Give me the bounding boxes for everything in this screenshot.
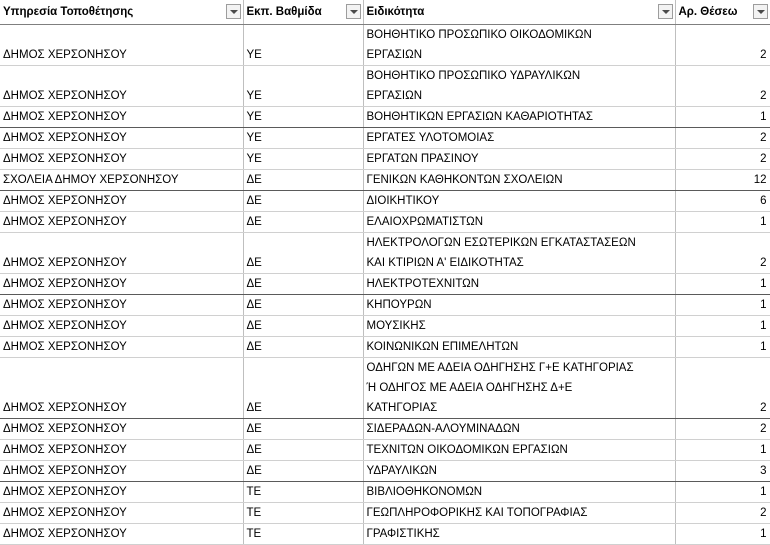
table-row — [0, 128, 770, 149]
table-row — [0, 149, 770, 170]
cell-positions[interactable]: 6 — [675, 191, 770, 212]
cell-service[interactable]: ΔΗΜΟΣ ΧΕΡΣΟΝΗΣΟΥ — [0, 191, 243, 212]
table-row — [0, 316, 770, 337]
cell-level[interactable]: ΥΕ — [243, 149, 363, 170]
cell-service[interactable]: ΔΗΜΟΣ ΧΕΡΣΟΝΗΣΟΥ — [0, 524, 243, 545]
cell-positions[interactable]: 2 — [675, 233, 770, 274]
cell-specialty[interactable] — [363, 419, 675, 440]
cell-positions[interactable]: 2 — [675, 419, 770, 440]
cell-service[interactable]: ΔΗΜΟΣ ΧΕΡΣΟΝΗΣΟΥ — [0, 212, 243, 233]
cell-positions[interactable]: 12 — [675, 170, 770, 191]
cell-level[interactable]: ΔΕ — [243, 358, 363, 419]
cell-specialty[interactable] — [363, 233, 675, 274]
cell-level[interactable]: ΔΕ — [243, 316, 363, 337]
cell-specialty[interactable] — [363, 149, 675, 170]
filter-dropdown-icon[interactable] — [346, 4, 361, 19]
header-service-label: Υπηρεσία Τοποθέτησης — [3, 5, 134, 18]
header-level-label: Εκπ. Βαθμίδα — [246, 5, 322, 18]
cell-level[interactable]: ΥΕ — [243, 128, 363, 149]
table-row — [0, 482, 770, 503]
cell-specialty[interactable] — [363, 107, 675, 128]
specialty-line: ΓΕΝΙΚΩΝ ΚΑΘΗΚΟΝΤΩΝ ΣΧΟΛΕΙΩΝ — [366, 174, 563, 186]
cell-level[interactable]: ΔΕ — [243, 212, 363, 233]
cell-specialty[interactable] — [363, 212, 675, 233]
table-row — [0, 107, 770, 128]
cell-specialty[interactable] — [363, 503, 675, 524]
specialty-line: ΚΑΤΗΓΟΡΙΑΣ — [366, 402, 438, 414]
cell-service[interactable]: ΔΗΜΟΣ ΧΕΡΣΟΝΗΣΟΥ — [0, 295, 243, 316]
cell-specialty[interactable] — [363, 274, 675, 295]
cell-level[interactable]: ΤΕ — [243, 503, 363, 524]
cell-level[interactable]: ΔΕ — [243, 337, 363, 358]
cell-service[interactable]: ΔΗΜΟΣ ΧΕΡΣΟΝΗΣΟΥ — [0, 316, 243, 337]
specialty-line: ΒΟΗΘΗΤΙΚΟ ΠΡΟΣΩΠΙΚΟ ΟΙΚΟΔΟΜΙΚΩΝ — [366, 29, 592, 41]
specialty-line: ΚΗΠΟΥΡΩΝ — [366, 299, 432, 311]
table-row — [0, 440, 770, 461]
specialty-line: ΕΡΓΑΣΙΩΝ — [366, 49, 422, 61]
header-positions[interactable] — [675, 0, 770, 25]
cell-specialty[interactable] — [363, 316, 675, 337]
cell-level[interactable]: ΔΕ — [243, 461, 363, 482]
cell-positions[interactable]: 1 — [675, 212, 770, 233]
specialty-line: ΟΔΗΓΩΝ ΜΕ ΑΔΕΙΑ ΟΔΗΓΗΣΗΣ Γ+Ε ΚΑΤΗΓΟΡΙΑΣ — [366, 362, 634, 374]
cell-service[interactable]: ΔΗΜΟΣ ΧΕΡΣΟΝΗΣΟΥ — [0, 358, 243, 419]
header-row — [0, 0, 770, 25]
specialty-line: ΗΛΕΚΤΡΟΛΟΓΩΝ ΕΣΩΤΕΡΙΚΩΝ ΕΓΚΑΤΑΣΤΑΣΕΩΝ — [366, 237, 636, 249]
table-row — [0, 233, 770, 274]
specialty-line: ΣΙΔΕΡΑΔΩΝ-ΑΛΟΥΜΙΝΑΔΩΝ — [366, 423, 520, 435]
cell-level[interactable]: ΔΕ — [243, 440, 363, 461]
cell-service[interactable]: ΔΗΜΟΣ ΧΕΡΣΟΝΗΣΟΥ — [0, 482, 243, 503]
cell-service[interactable]: ΔΗΜΟΣ ΧΕΡΣΟΝΗΣΟΥ — [0, 337, 243, 358]
specialty-line: ΚΟΙΝΩΝΙΚΩΝ ΕΠΙΜΕΛΗΤΩΝ — [366, 341, 519, 353]
cell-specialty[interactable] — [363, 524, 675, 545]
specialty-line: ΕΡΓΑΤΩΝ ΠΡΑΣΙΝΟΥ — [366, 153, 479, 165]
cell-level[interactable]: ΔΕ — [243, 295, 363, 316]
cell-positions[interactable]: 1 — [675, 440, 770, 461]
table-row — [0, 461, 770, 482]
cell-level[interactable]: ΔΕ — [243, 170, 363, 191]
cell-positions[interactable]: 1 — [675, 337, 770, 358]
table-row — [0, 503, 770, 524]
table-row — [0, 25, 770, 66]
specialty-line: ΓΕΩΠΛΗΡΟΦΟΡΙΚΗΣ ΚΑΙ ΤΟΠΟΓΡΑΦΙΑΣ — [366, 507, 588, 519]
cell-specialty[interactable] — [363, 482, 675, 503]
cell-level[interactable]: ΥΕ — [243, 107, 363, 128]
cell-service[interactable]: ΔΗΜΟΣ ΧΕΡΣΟΝΗΣΟΥ — [0, 149, 243, 170]
cell-level[interactable]: ΔΕ — [243, 233, 363, 274]
specialty-line: ΤΕΧΝΙΤΩΝ ΟΙΚΟΔΟΜΙΚΩΝ ΕΡΓΑΣΙΩΝ — [366, 444, 568, 456]
cell-level[interactable]: ΥΕ — [243, 25, 363, 66]
cell-specialty[interactable] — [363, 66, 675, 107]
cell-specialty[interactable] — [363, 295, 675, 316]
cell-positions[interactable]: 2 — [675, 149, 770, 170]
cell-specialty[interactable] — [363, 25, 675, 66]
specialty-line: ΓΡΑΦΙΣΤΙΚΗΣ — [366, 528, 440, 540]
cell-service[interactable]: ΔΗΜΟΣ ΧΕΡΣΟΝΗΣΟΥ — [0, 107, 243, 128]
cell-positions[interactable]: 1 — [675, 482, 770, 503]
cell-positions[interactable]: 1 — [675, 107, 770, 128]
cell-service[interactable]: ΣΧΟΛΕΙΑ ΔΗΜΟΥ ΧΕΡΣΟΝΗΣΟΥ — [0, 170, 243, 191]
cell-specialty[interactable] — [363, 337, 675, 358]
cell-positions[interactable]: 1 — [675, 316, 770, 337]
header-positions-label: Αρ. Θέσεω — [678, 5, 738, 18]
table-row — [0, 66, 770, 107]
header-specialty-label: Ειδικότητα — [366, 5, 425, 18]
table-row — [0, 212, 770, 233]
header-service[interactable] — [0, 0, 243, 25]
cell-level[interactable]: ΤΕ — [243, 524, 363, 545]
header-specialty[interactable] — [363, 0, 675, 25]
table-row — [0, 295, 770, 316]
filter-dropdown-icon[interactable] — [658, 4, 673, 19]
cell-level[interactable]: ΔΕ — [243, 419, 363, 440]
cell-positions[interactable]: 2 — [675, 358, 770, 419]
cell-positions[interactable]: 3 — [675, 461, 770, 482]
cell-positions[interactable]: 2 — [675, 66, 770, 107]
cell-level[interactable]: ΥΕ — [243, 66, 363, 107]
cell-positions[interactable]: 1 — [675, 524, 770, 545]
cell-service[interactable]: ΔΗΜΟΣ ΧΕΡΣΟΝΗΣΟΥ — [0, 419, 243, 440]
cell-specialty[interactable] — [363, 191, 675, 212]
specialty-line: ΔΙΟΙΚΗΤΙΚΟΥ — [366, 195, 440, 207]
table-row — [0, 419, 770, 440]
table-row — [0, 191, 770, 212]
cell-service[interactable]: ΔΗΜΟΣ ΧΕΡΣΟΝΗΣΟΥ — [0, 274, 243, 295]
table-row — [0, 170, 770, 191]
cell-positions[interactable]: 1 — [675, 274, 770, 295]
specialty-line: ΒΟΗΘΗΤΙΚΩΝ ΕΡΓΑΣΙΩΝ ΚΑΘΑΡΙΟΤΗΤΑΣ — [366, 111, 593, 123]
specialty-line: ΥΔΡΑΥΛΙΚΩΝ — [366, 465, 437, 477]
cell-service[interactable]: ΔΗΜΟΣ ΧΕΡΣΟΝΗΣΟΥ — [0, 440, 243, 461]
table-row — [0, 274, 770, 295]
cell-level[interactable]: ΤΕ — [243, 482, 363, 503]
cell-positions[interactable]: 1 — [675, 295, 770, 316]
cell-positions[interactable]: 2 — [675, 128, 770, 149]
cell-specialty[interactable] — [363, 440, 675, 461]
specialty-line: ΕΡΓΑΤΕΣ ΥΛΟΤΟΜΟΙΑΣ — [366, 132, 495, 144]
cell-service[interactable]: ΔΗΜΟΣ ΧΕΡΣΟΝΗΣΟΥ — [0, 25, 243, 66]
specialty-line: ΚΑΙ ΚΤΙΡΙΩΝ Α' ΕΙΔΙΚΟΤΗΤΑΣ — [366, 257, 524, 269]
filter-dropdown-icon[interactable] — [226, 4, 241, 19]
cell-service[interactable]: ΔΗΜΟΣ ΧΕΡΣΟΝΗΣΟΥ — [0, 461, 243, 482]
specialty-line: ΗΛΕΚΤΡΟΤΕΧΝΙΤΩΝ — [366, 278, 480, 290]
table-row — [0, 358, 770, 419]
table-row — [0, 524, 770, 545]
cell-specialty[interactable] — [363, 170, 675, 191]
specialty-line: ΕΡΓΑΣΙΩΝ — [366, 90, 422, 102]
cell-service[interactable]: ΔΗΜΟΣ ΧΕΡΣΟΝΗΣΟΥ — [0, 128, 243, 149]
cell-specialty[interactable] — [363, 128, 675, 149]
filter-dropdown-icon[interactable] — [753, 4, 768, 19]
cell-positions[interactable]: 2 — [675, 25, 770, 66]
cell-level[interactable]: ΔΕ — [243, 191, 363, 212]
cell-service[interactable]: ΔΗΜΟΣ ΧΕΡΣΟΝΗΣΟΥ — [0, 503, 243, 524]
specialty-line: ΒΙΒΛΙΟΘΗΚΟΝΟΜΩΝ — [366, 486, 483, 498]
table-row — [0, 337, 770, 358]
header-level[interactable] — [243, 0, 363, 25]
cell-level[interactable]: ΔΕ — [243, 274, 363, 295]
cell-service[interactable]: ΔΗΜΟΣ ΧΕΡΣΟΝΗΣΟΥ — [0, 66, 243, 107]
specialty-line: ΜΟΥΣΙΚΗΣ — [366, 320, 426, 332]
specialty-line: ΕΛΑΙΟΧΡΩΜΑΤΙΣΤΩΝ — [366, 216, 484, 228]
cell-service[interactable]: ΔΗΜΟΣ ΧΕΡΣΟΝΗΣΟΥ — [0, 233, 243, 274]
specialty-line: Ή ΟΔΗΓΟΣ ΜΕ ΑΔΕΙΑ ΟΔΗΓΗΣΗΣ Δ+Ε — [366, 382, 573, 394]
specialty-line: ΒΟΗΘΗΤΙΚΟ ΠΡΟΣΩΠΙΚΟ ΥΔΡΑΥΛΙΚΩΝ — [366, 70, 581, 82]
cell-positions[interactable]: 2 — [675, 503, 770, 524]
cell-specialty[interactable] — [363, 461, 675, 482]
cell-specialty[interactable] — [363, 358, 675, 419]
